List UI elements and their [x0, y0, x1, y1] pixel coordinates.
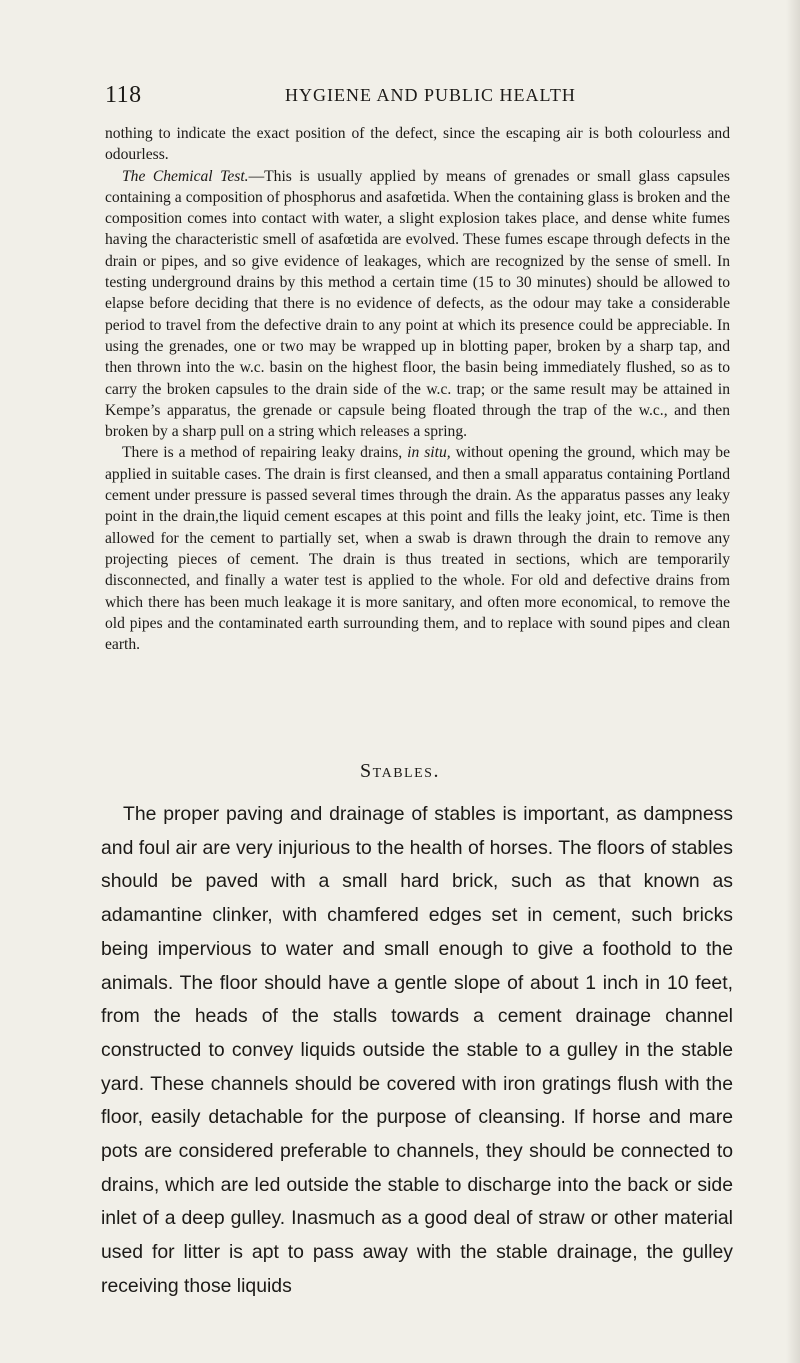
- paragraph-chemical-test: [105, 166, 730, 443]
- page-edge-shadow: [786, 0, 800, 1363]
- chemical-test-label: The Chemical Test.: [122, 167, 249, 185]
- small-print-body: [105, 123, 730, 655]
- section-heading-stables: Stables.: [360, 760, 440, 782]
- paragraph-stables: The proper paving and drainage of stables is important, as dampness and foul air are very injurious to the health of horses. The floors of stables should be paved with a small hard brick, such as that known as adamantine clinker, with chamfered edges set in cement, such bricks being impervious to water and small enough to give a foothold to the animals. The floor should have a gentle slope of about 1 inch in 10 feet, from the heads of the stalls towards a cement drainage channel constructed to convey liquids outside the stable to a gulley in the stable yard. These channels should be covered with iron gratings flush with the floor, easily detachable for the purpose of cleansing. If horse and mare pots are considered preferable to channels, they should be connected to drains, which are led outside the stable to discharge into the back or side inlet of a deep gulley. Inasmuch as a good deal of straw or other material used for litter is apt to pass away with the stable drainage, the gulley receiving those liquids: [101, 803, 733, 1297]
- repair-text-after: without opening the ground, which may be applied in suitable cases. The drain is first cleansed, and then a small apparatus containing Portland cement under pressure is passed several times through the drain. As the apparatus passes any leaky point in the drain,the liquid cement escapes at this point and fills the leaky joint, etc. Time is then allowed for the cement to partially set, when a swab is drawn through the drain to remove any projecting pieces of cement. The drain is thus treated in sections, which are temporarily disconnected, and finally a water test is applied to the whole. For old and defective drains from which there has been much leakage it is more sanitary, and often more economical, to remove the old pipes and the contaminated earth surrounding them, and to replace with sound pipes and clean earth.: [105, 444, 730, 654]
- repair-text-before: There is a method of repairing leaky drains,: [122, 444, 408, 462]
- in-situ-italic: in situ,: [407, 444, 451, 462]
- chemical-test-text: —This is usually applied by means of grenades or small glass capsules containing a composition of phosphorus and asafœtida. When the containing glass is broken and the composition comes into contact with water, a slight explosion takes place, and dense white fumes having the characteristic smell of asafœtida are evolved. These fumes escape through defects in the drain or pipes, and so give evidence of leakages, which are recognized by the sense of smell. In testing underground drains by this method a certain time (15 to 30 minutes) should be allowed to elapse before deciding that there is no evidence of defects, as the odour may take a considerable period to travel from the defective drain to any point at which its presence could be appreciable. In using the grenades, one or two may be wrapped up in blotting paper, broken by a sharp tap, and then thrown into the w.c. basin on the highest floor, the basin being immediately flushed, so as to carry the broken capsules to the drain side of the w.c. trap; or the same result may be attained in Kempe’s apparatus, the grenade or capsule being floated through the trap of the w.c., and then broken by a sharp pull on a string which releases a spring.: [105, 167, 730, 441]
- paragraph-air-test-end: nothing to indicate the exact position of the defect, since the escaping air is both colourless and odourless.: [105, 125, 730, 164]
- running-head-title: HYGIENE AND PUBLIC HEALTH: [285, 85, 576, 105]
- paragraph-repairing-drains: [105, 442, 730, 655]
- running-head: [105, 82, 735, 112]
- page-number: 118: [105, 82, 142, 108]
